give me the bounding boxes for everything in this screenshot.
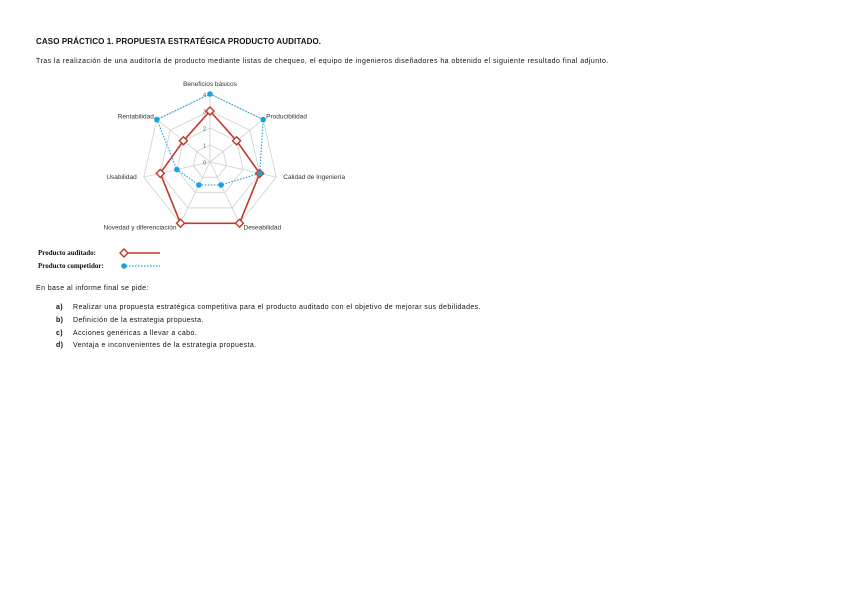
category-label: Usabilidad (106, 174, 137, 182)
series-point-competitor (257, 171, 263, 177)
task-marker: a) (56, 304, 64, 311)
series-point-competitor (174, 167, 180, 173)
task-marker: b) (56, 316, 64, 324)
category-label: Rentabilidad (117, 113, 154, 121)
series-point-competitor (260, 117, 266, 123)
radar-tick-labels (203, 93, 206, 167)
series-point-competitor (218, 182, 224, 188)
legend-label-competitor: Producto competidor: (38, 261, 104, 270)
series-point-competitor (207, 91, 213, 97)
tick-label: 0 (202, 160, 206, 167)
legend-label-audited: Producto auditado: (38, 248, 97, 257)
radar-chart (88, 76, 360, 234)
task-marker: c) (56, 329, 64, 337)
series-point-competitor (154, 117, 160, 123)
intro-paragraph: Tras la realización de una auditoría de producto mediante listas de chequeo, el equipo de ingenieros diseñadores ha obtenido el siguiente resultado final adjunto. (36, 58, 609, 65)
task-text: Definición de la estrategia propuesta. (73, 316, 204, 324)
category-label: Producibilidad (266, 113, 308, 121)
task-item (56, 330, 481, 343)
task-marker: d) (56, 342, 64, 350)
grid-spoke (210, 162, 276, 177)
legend-swatch-competitor (118, 261, 162, 271)
task-text: Acciones genéricas a llevar a cabo. (73, 329, 198, 337)
task-list (56, 304, 481, 355)
task-text: Realizar una propuesta estratégica competitiva para el producto auditado con el objetivo de mejorar sus debilidades. (73, 304, 481, 311)
series-point-audited (236, 219, 244, 227)
tick-label: 1 (202, 143, 206, 150)
legend-item-audited (38, 246, 162, 259)
series-point-competitor (196, 182, 202, 188)
task-item (56, 317, 481, 330)
legend-item-competitor (38, 259, 162, 272)
tick-label: 3 (202, 109, 206, 116)
category-label: Calidad de Ingeniería (283, 174, 346, 182)
task-item (56, 342, 481, 355)
task-item (56, 304, 481, 317)
tick-label: 4 (202, 92, 206, 99)
legend-swatch-audited (118, 248, 162, 258)
series-point-audited (176, 219, 184, 227)
category-label: Novedad y diferenciación (103, 224, 177, 232)
chart-legend (38, 246, 162, 272)
category-label: Beneficios básicos (183, 81, 237, 88)
tick-label: 2 (202, 126, 206, 133)
category-label: Deseabilidad (243, 224, 282, 232)
task-text: Ventaja e inconvenientes de la estrategia propuesta. (73, 342, 257, 350)
case-title: CASO PRÁCTICO 1. PROPUESTA ESTRATÉGICA PRODUCTO AUDITADO. (36, 37, 322, 46)
request-text: En base al informe final se pide: (36, 285, 149, 292)
